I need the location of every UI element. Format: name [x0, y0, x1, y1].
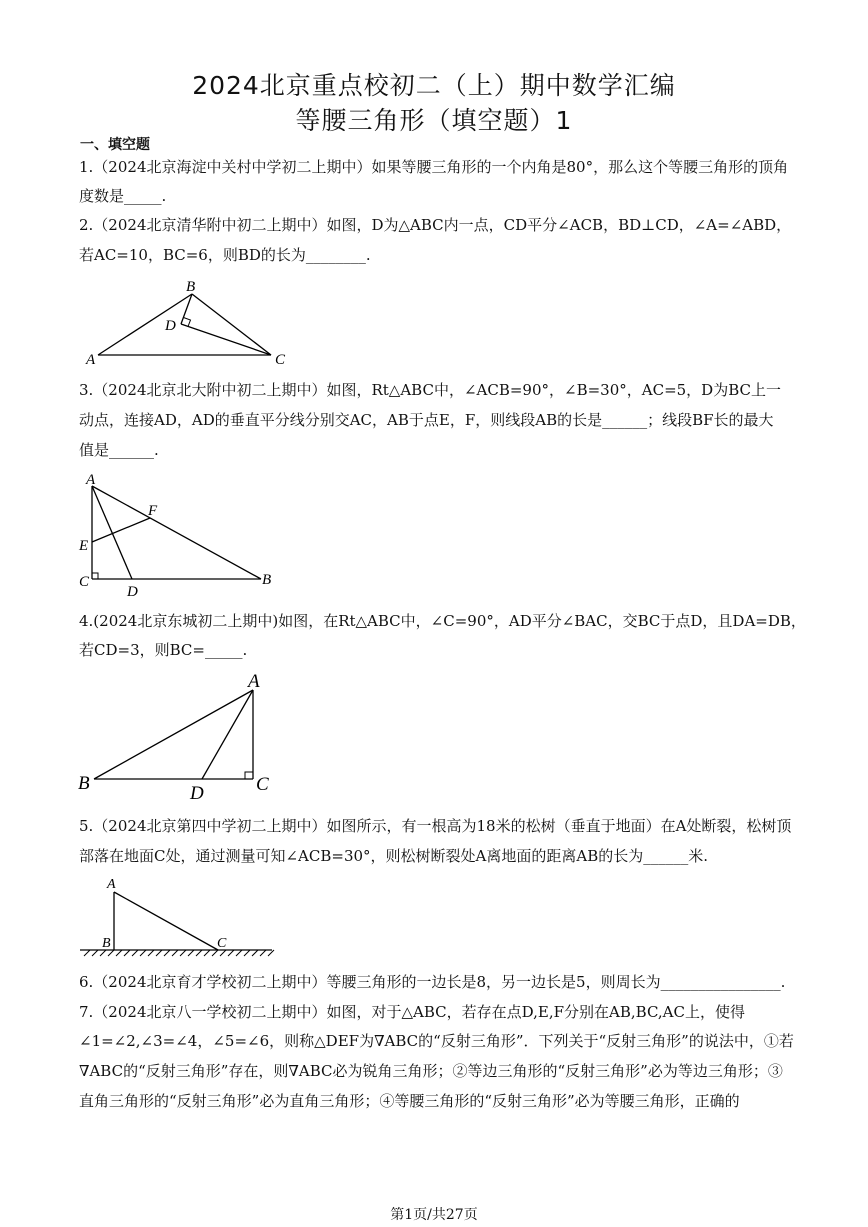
q4-line1: 4.(2024北京东城初二上期中)如图，在Rt△ABC中，∠C=90°，AD平分∠BAC，交BC于点D，且DA=DB， — [79, 612, 806, 630]
q7-line2: ∠1=∠2,∠3=∠4，∠5=∠6，则称△DEF为∇ABC的“反射三角形”．下列关于“反射三角形”的说法中，①若 — [79, 1032, 794, 1050]
q3-line2: 动点，连接AD，AD的垂直平分线分别交AC，AB于点E，F，则线段AB的长是______；线段BF长的最大 — [79, 411, 774, 429]
section-title: 一、填空题 — [80, 137, 150, 153]
fig2-label-b: B — [186, 279, 196, 295]
fig5-label-a: A — [107, 877, 116, 892]
q2-line1: 2.（2024北京清华附中初二上期中）如图，D为△ABC内一点，CD平分∠ACB，BD⊥CD，∠A=∠ABD， — [79, 216, 792, 234]
figure-q3 — [76, 470, 286, 604]
fig5-label-b: B — [102, 936, 111, 951]
fig3-label-c: C — [79, 574, 90, 590]
fig3-label-d: D — [127, 584, 138, 600]
fig4-label-a: A — [248, 671, 260, 692]
fig2-label-a: A — [86, 352, 96, 368]
q7-line1: 7.（2024北京八一学校初二上期中）如图，对于△ABC，若存在点D,E,F分别在AB,BC,AC上，使得 — [79, 1003, 745, 1021]
q7-line4: 直角三角形的“反射三角形”必为直角三角形；④等腰三角形的“反射三角形”必为等腰三角形，正确的 — [79, 1092, 740, 1110]
fig4-label-c: C — [256, 774, 269, 795]
q7-line3: ∇ABC的“反射三角形”存在，则∇ABC必为锐角三角形；②等边三角形的“反射三角形”必为等边三角形；③ — [79, 1062, 783, 1080]
fig3-label-a: A — [86, 472, 96, 488]
q5-line2: 部落在地面C处，通过测量可知∠ACB=30°，则松树断裂处A离地面的距离AB的长为______米. — [79, 847, 708, 865]
q5-line1: 5.（2024北京第四中学初二上期中）如图所示，有一根高为18米的松树（垂直于地面）在A处断裂，松树顶 — [79, 817, 792, 835]
q4-line2: 若CD=3，则BC=_____. — [79, 641, 248, 659]
figure-q5 — [78, 874, 278, 964]
page-title-line1: 2024北京重点校初二（上）期中数学汇编 — [192, 71, 676, 100]
q2-line2: 若AC=10，BC=6，则BD的长为________. — [79, 246, 371, 264]
figure-q4 — [76, 668, 286, 810]
fig4-label-b: B — [78, 773, 90, 794]
page-footer: 第1页/共27页 — [390, 1207, 478, 1223]
fig2-label-c: C — [275, 352, 286, 368]
page-title-line2: 等腰三角形（填空题）1 — [295, 106, 573, 135]
q3-line1: 3.（2024北京北大附中初二上期中）如图，Rt△ABC中，∠ACB=90°，∠B=30°，AC=5，D为BC上一 — [79, 381, 781, 399]
q1-line2: 度数是_____. — [79, 187, 167, 205]
fig3-label-b: B — [262, 572, 272, 588]
q3-line3: 值是______. — [79, 441, 159, 459]
figure-q2 — [80, 276, 300, 374]
fig5-label-c: C — [217, 936, 227, 951]
q6-line1: 6.（2024北京育才学校初二上期中）等腰三角形的一边长是8，另一边长是5，则周长为________________. — [79, 973, 786, 991]
fig3-label-e: E — [79, 538, 89, 554]
fig3-label-f: F — [148, 503, 158, 519]
q1-line1: 1.（2024北京海淀中关村中学初二上期中）如果等腰三角形的一个内角是80°，那么这个等腰三角形的顶角 — [79, 158, 789, 176]
fig2-label-d: D — [165, 318, 176, 334]
fig4-label-d: D — [190, 783, 204, 804]
